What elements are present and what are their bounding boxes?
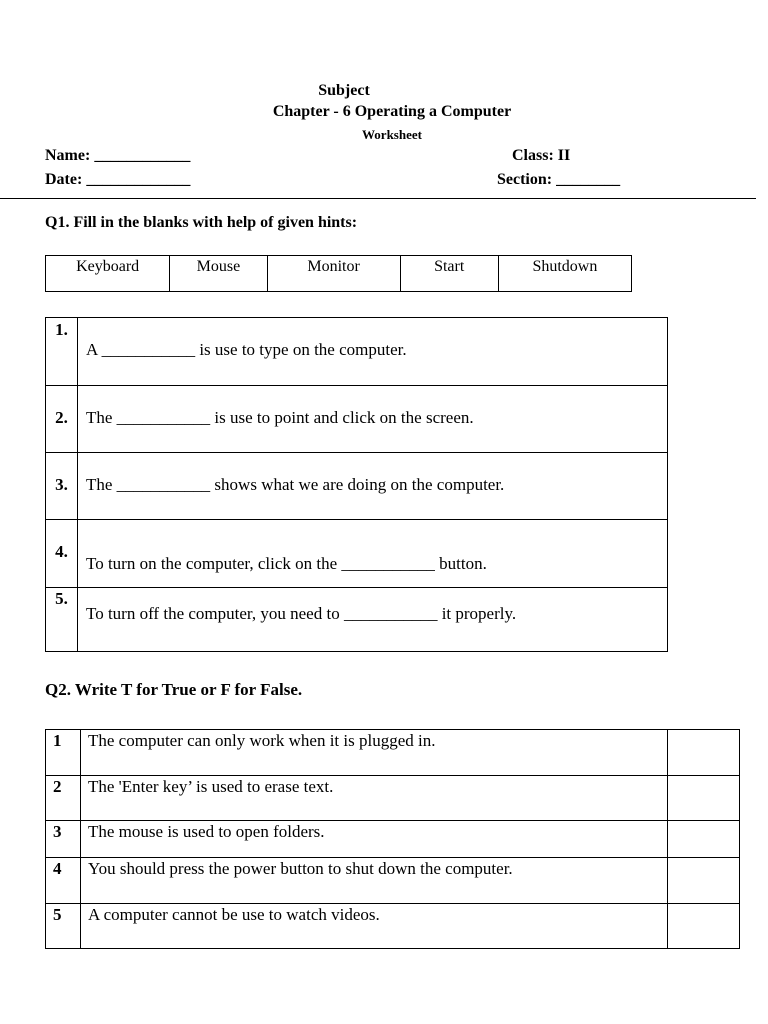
question-number: 5. bbox=[46, 588, 78, 652]
answer-cell bbox=[668, 730, 740, 776]
question-number: 1. bbox=[46, 318, 78, 386]
table-row bbox=[46, 453, 668, 520]
table-row bbox=[46, 520, 668, 588]
section-field: Section: ________ bbox=[497, 171, 621, 188]
table-row bbox=[46, 821, 740, 858]
true-false-table bbox=[45, 729, 740, 949]
statement-text: A computer cannot be use to watch videos. bbox=[81, 904, 668, 949]
hints-row bbox=[46, 256, 632, 292]
statement-text: The 'Enter key’ is used to erase text. bbox=[81, 776, 668, 821]
header-divider bbox=[0, 198, 756, 199]
statement-text: The mouse is used to open folders. bbox=[81, 821, 668, 858]
question-text: The ___________ shows what we are doing on the computer. bbox=[78, 453, 668, 520]
statement-number: 4 bbox=[46, 858, 81, 904]
hint-cell: Keyboard bbox=[46, 256, 170, 292]
table-row bbox=[46, 904, 740, 949]
statement-number: 5 bbox=[46, 904, 81, 949]
fill-in-blanks-table bbox=[45, 317, 668, 652]
table-row bbox=[46, 858, 740, 904]
date-field: Date: _____________ bbox=[45, 171, 191, 188]
question-text: The ___________ is use to point and click on the screen. bbox=[78, 386, 668, 453]
q1-title: Q1. Fill in the blanks with help of given hints: bbox=[45, 214, 358, 231]
answer-cell bbox=[668, 858, 740, 904]
worksheet-label: Worksheet bbox=[362, 127, 422, 142]
answer-cell bbox=[668, 904, 740, 949]
statement-number: 3 bbox=[46, 821, 81, 858]
question-text: To turn off the computer, you need to ___________ it properly. bbox=[78, 588, 668, 652]
statement-number: 1 bbox=[46, 730, 81, 776]
hint-cell: Shutdown bbox=[498, 256, 631, 292]
table-row bbox=[46, 318, 668, 386]
statement-text: The computer can only work when it is plugged in. bbox=[81, 730, 668, 776]
answer-cell bbox=[668, 776, 740, 821]
question-number: 4. bbox=[46, 520, 78, 588]
question-text: To turn on the computer, click on the ___________ button. bbox=[78, 520, 668, 588]
table-row bbox=[46, 776, 740, 821]
name-field: Name: ____________ bbox=[45, 147, 191, 164]
hint-cell: Monitor bbox=[267, 256, 400, 292]
statement-number: 2 bbox=[46, 776, 81, 821]
table-row bbox=[46, 386, 668, 453]
hints-table bbox=[45, 255, 632, 292]
question-number: 2. bbox=[46, 386, 78, 453]
question-text: A ___________ is use to type on the computer. bbox=[78, 318, 668, 386]
table-row bbox=[46, 588, 668, 652]
hint-cell: Mouse bbox=[170, 256, 267, 292]
table-row bbox=[46, 730, 740, 776]
class-field: Class: II bbox=[512, 147, 571, 164]
q2-title: Q2. Write T for True or F for False. bbox=[45, 680, 303, 699]
hint-cell: Start bbox=[400, 256, 498, 292]
question-number: 3. bbox=[46, 453, 78, 520]
statement-text: You should press the power button to shut down the computer. bbox=[81, 858, 668, 904]
chapter-title: Chapter - 6 Operating a Computer bbox=[272, 103, 512, 120]
answer-cell bbox=[668, 821, 740, 858]
worksheet-subject: Subject bbox=[318, 82, 370, 99]
